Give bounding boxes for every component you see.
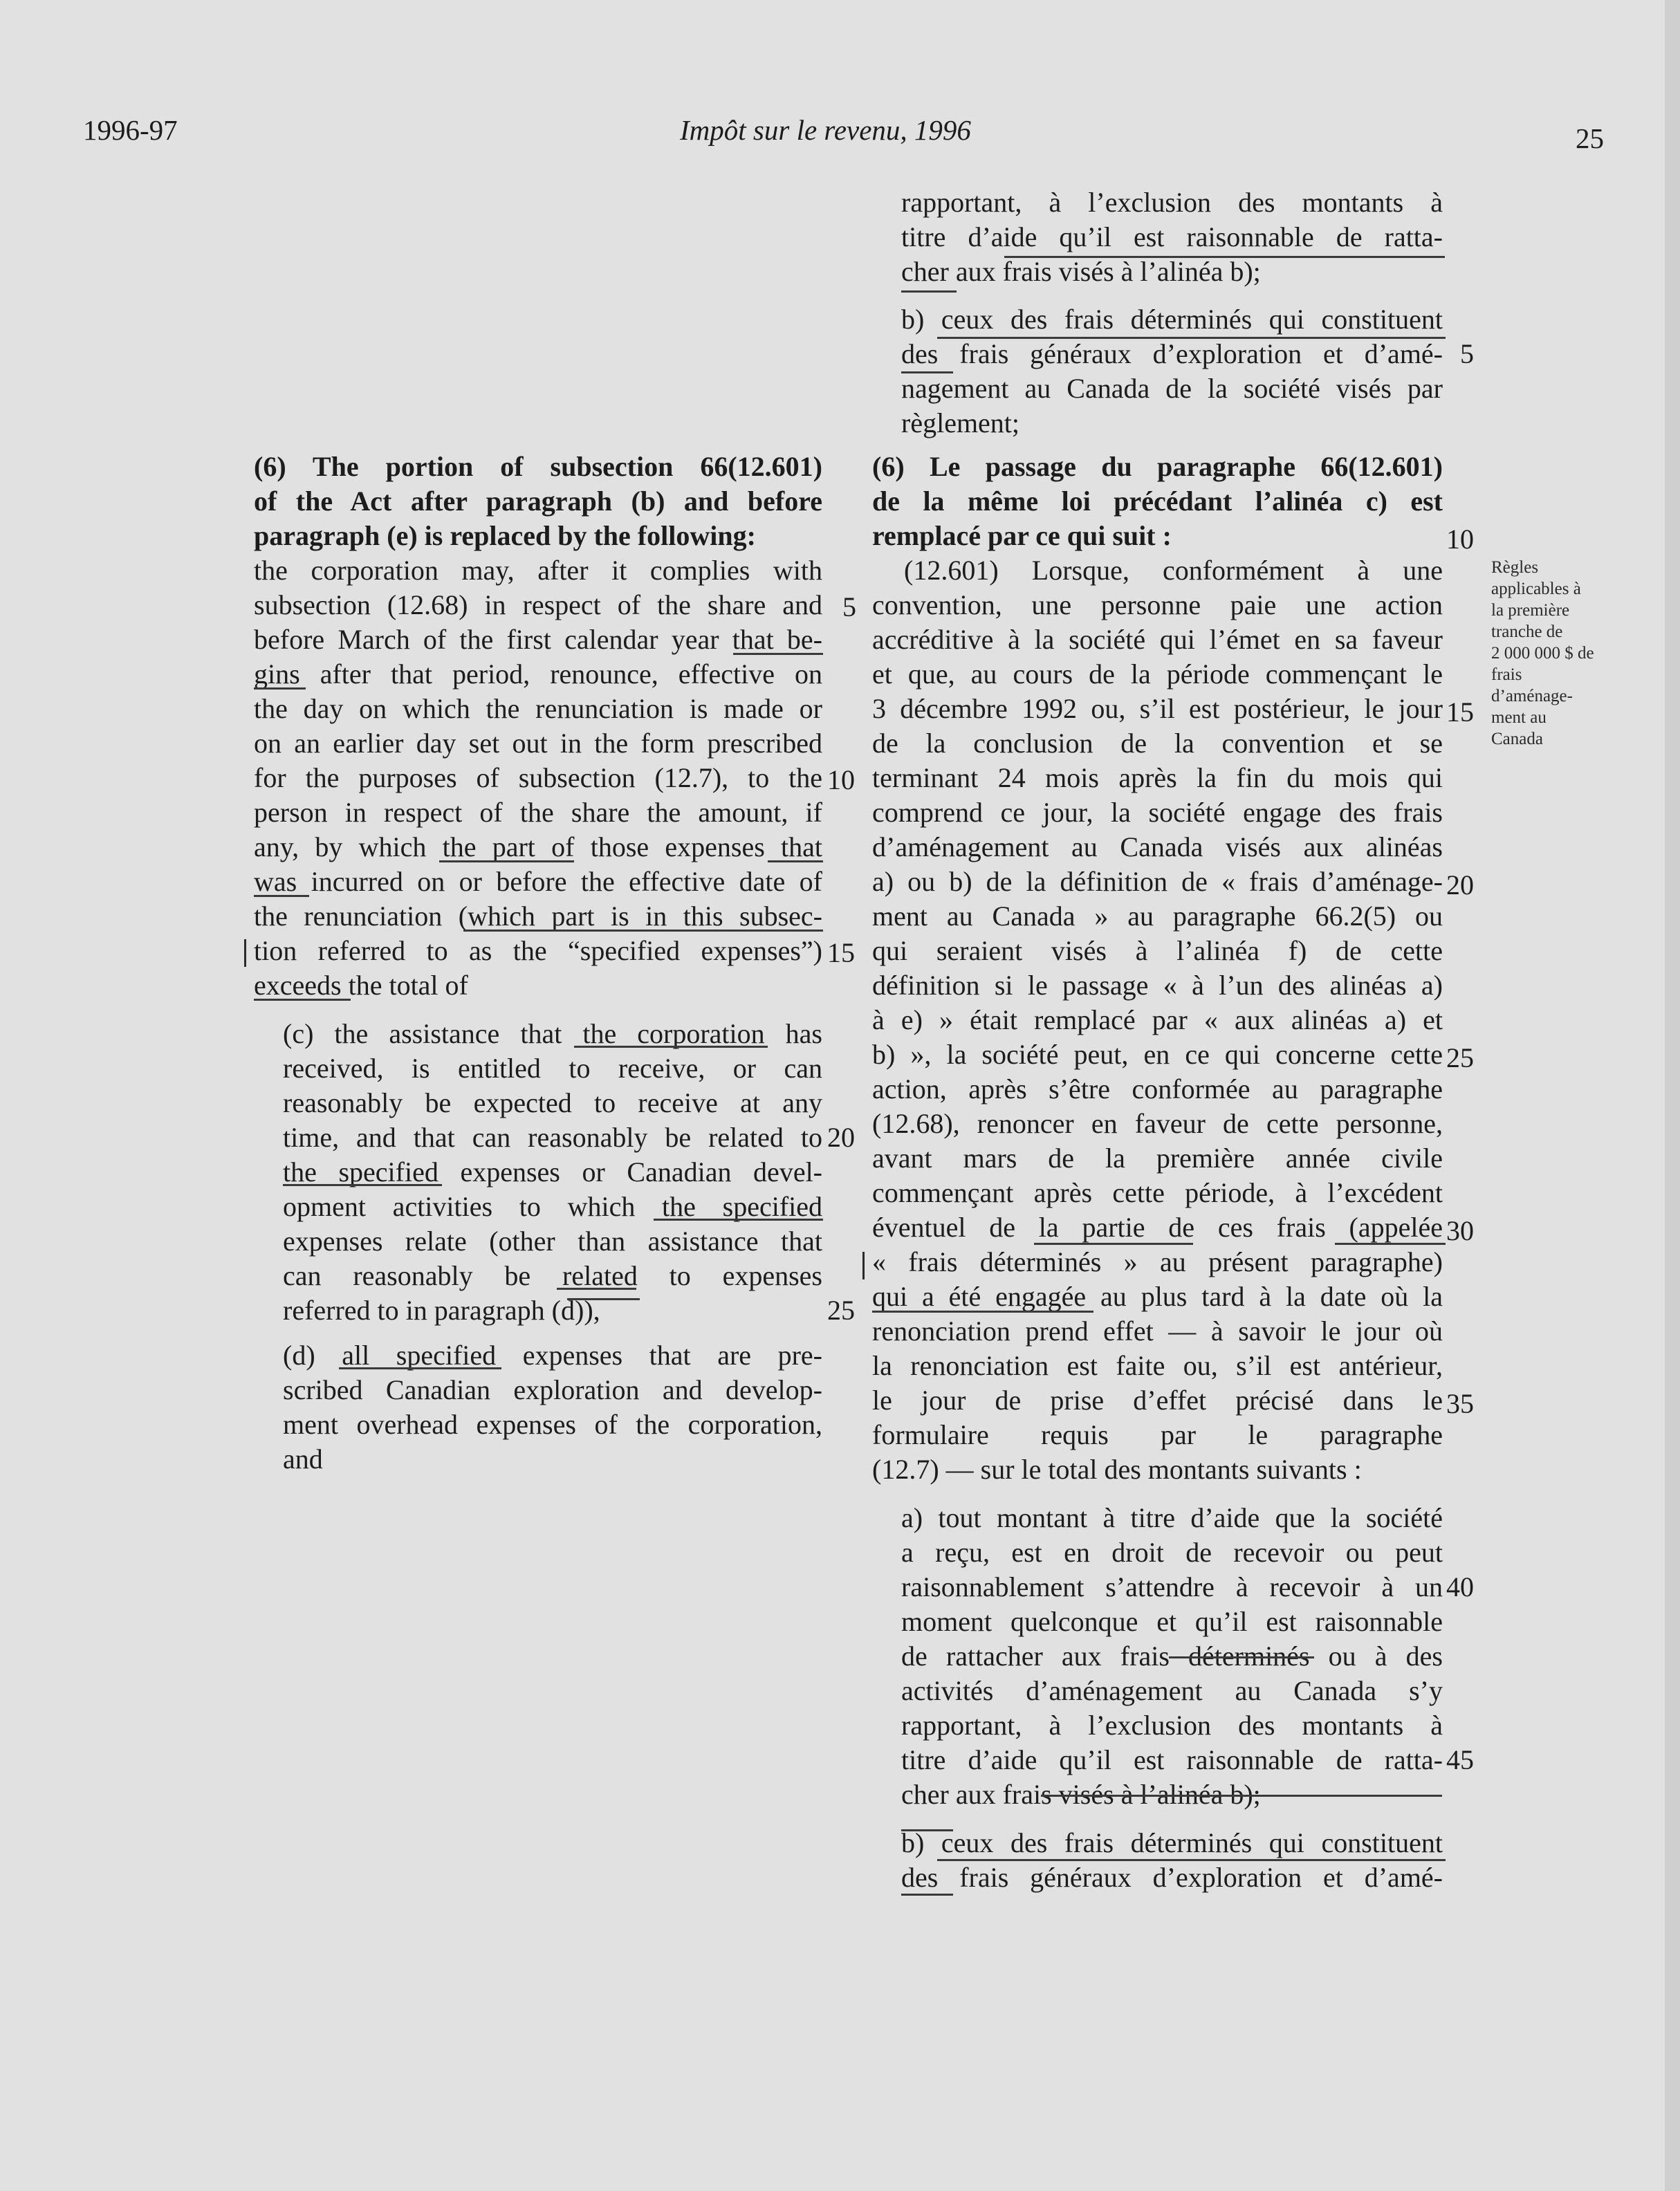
right-body-line: qui seraient visés à l’alinéa f) de cette — [872, 935, 1443, 966]
left-body-line: before March of the first calendar year that be- — [254, 624, 822, 655]
left-para-c-line: time, and that can reasonably be related to — [283, 1122, 822, 1153]
right-line-number: 20 — [1446, 869, 1474, 900]
right-para-a-line: moment quelconque et qu’il est raisonnable — [901, 1606, 1443, 1637]
left-line-number: 20 — [827, 1122, 855, 1153]
left-line-number: 15 — [827, 937, 855, 968]
right-body-line: « frais déterminés » au présent paragraphe) — [872, 1246, 1443, 1277]
right-body — [872, 553, 1443, 1487]
left-line-number: 25 — [827, 1295, 855, 1326]
left-body — [254, 553, 822, 1003]
left-body-line: gins after that period, renounce, effective on — [254, 658, 822, 690]
amendment-underline — [654, 1219, 823, 1221]
right-top-b-line: règlement; — [901, 407, 1020, 438]
page-number: 25 — [1576, 122, 1604, 154]
amendment-underline — [463, 930, 823, 932]
right-line-number: 5 — [1460, 338, 1474, 369]
right-body-line: à e) » était remplacé par « aux alinéas a) et — [872, 1004, 1443, 1035]
left-para-c-line: received, is entitled to receive, or can — [283, 1053, 822, 1084]
amendment-underline — [901, 1829, 953, 1831]
amendment-underline — [557, 1288, 636, 1290]
right-para-a-line: activités d’aménagement au Canada s’y — [901, 1675, 1443, 1706]
left-body-line: the day on which the renunciation is made or — [254, 693, 822, 724]
right-top-paragraph-b — [901, 302, 1443, 441]
right-top-b-line: des frais généraux d’exploration et d’amé- — [901, 338, 1443, 369]
right-para-a-line: rapportant, à l’exclusion des montants à — [901, 1710, 1443, 1741]
right-top-a-line: cher aux frais visés à l’alinéa b); — [901, 256, 1261, 287]
amendment-underline — [254, 687, 306, 690]
amendment-underline — [901, 1894, 953, 1896]
left-para-c-line: (c) the assistance that the corporation has — [283, 1018, 822, 1049]
left-body-line: the corporation may, after it complies with — [254, 555, 822, 586]
left-para-d-line: and — [283, 1443, 323, 1474]
left-line-number: 10 — [827, 764, 855, 795]
left-body-line: on an earlier day set out in the form prescribed — [254, 728, 822, 759]
right-body-line: (12.68), renoncer en faveur de cette personne, — [872, 1108, 1443, 1139]
amendment-underline — [901, 290, 957, 293]
amendment-underline — [254, 895, 309, 897]
right-line-number: 45 — [1446, 1744, 1474, 1775]
right-body-line: b) », la société peut, en ce qui concerne cette — [872, 1039, 1443, 1070]
left-para-d-line: (d) all specified expenses that are pre- — [283, 1340, 822, 1371]
right-body-line: (12.7) — sur le total des montants suivants : — [872, 1454, 1362, 1485]
amendment-underline — [872, 1311, 1093, 1313]
right-body-line: et que, au cours de la période commençant le — [872, 658, 1443, 690]
margin-note-line: applicables à — [1491, 580, 1581, 598]
left-body-line: exceeds the total of — [254, 970, 468, 1001]
left-paragraph-d — [283, 1338, 822, 1477]
right-line-number: 10 — [1446, 524, 1474, 555]
left-body-line: was incurred on or before the effective date of — [254, 866, 822, 897]
amendment-underline — [1335, 1243, 1446, 1245]
margin-note-line: 2 000 000 $ de — [1491, 644, 1594, 663]
right-para-a-line: de rattacher aux frais déterminés ou à des — [901, 1640, 1443, 1672]
right-body-line: terminant 24 mois après la fin du mois qui — [872, 762, 1443, 793]
right-para-a-line: a reçu, est en droit de recevoir ou peut — [901, 1537, 1443, 1568]
left-para-c-line: expenses relate (other than assistance that — [283, 1226, 822, 1257]
margin-note-line: la première — [1491, 601, 1570, 620]
amendment-underline — [1169, 1656, 1314, 1658]
header-title: Impôt sur le revenu, 1996 — [680, 114, 971, 146]
right-para-a-line: titre d’aide qu’il est raisonnable de ratta- — [901, 1744, 1443, 1775]
right-body-line: commençant après cette période, à l’excédent — [872, 1177, 1443, 1208]
right-body-line: qui a été engagée au plus tard à la date où la — [872, 1281, 1443, 1312]
right-line-number: 25 — [1446, 1042, 1474, 1073]
margin-note-line: d’aménage- — [1491, 687, 1573, 705]
right-body-line: (12.601) Lorsque, conformément à une — [904, 555, 1443, 586]
right-heading-line: (6) Le passage du paragraphe 66(12.601) — [872, 451, 1443, 482]
right-top-a-line: rapportant, à l’exclusion des montants à — [901, 187, 1443, 218]
left-para-c-line: the specified expenses or Canadian devel- — [283, 1156, 822, 1187]
margin-note — [1491, 557, 1623, 750]
amendment-underline — [901, 371, 953, 373]
right-para-a-line: raisonnablement s’attendre à recevoir à un — [901, 1571, 1443, 1602]
amendment-underline — [567, 1298, 640, 1300]
left-body-line: subsection (12.68) in respect of the share and — [254, 589, 822, 620]
right-para-b-line: des frais généraux d’exploration et d’amé- — [901, 1862, 1443, 1893]
left-body-line: for the purposes of subsection (12.7), to the — [254, 762, 822, 793]
right-line-number: 15 — [1446, 696, 1474, 728]
left-para-d-line: ment overhead expenses of the corporation, — [283, 1409, 822, 1440]
right-body-line: la renonciation est faite ou, s’il est antérieur, — [872, 1350, 1443, 1381]
right-top-b-line: b) ceux des frais déterminés qui constituent — [901, 304, 1443, 335]
right-top-b-line: nagement au Canada de la société visés par — [901, 373, 1443, 404]
right-heading — [872, 450, 1443, 553]
margin-note-line: ment au — [1491, 708, 1547, 727]
right-body-line: a) ou b) de la définition de « frais d’aménage- — [872, 866, 1443, 897]
margin-note-line: tranche de — [1491, 622, 1563, 641]
amendment-underline — [1034, 1243, 1193, 1245]
right-line-number: 35 — [1446, 1388, 1474, 1419]
left-para-c-line: reasonably be expected to receive at any — [283, 1087, 822, 1118]
left-paragraph-c — [283, 1017, 822, 1328]
revision-bar — [244, 939, 246, 967]
right-heading-line: de la même loi précédant l’alinéa c) est — [872, 486, 1443, 517]
left-para-c-line: referred to in paragraph (d)), — [283, 1295, 600, 1326]
left-line-number: 5 — [842, 591, 856, 622]
right-body-line: de la conclusion de la convention et se — [872, 728, 1443, 759]
left-heading-line: of the Act after paragraph (b) and before — [254, 486, 822, 517]
right-body-line: éventuel de la partie de ces frais (appelée — [872, 1212, 1443, 1243]
left-body-line: any, by which the part of those expenses that — [254, 831, 822, 862]
left-body-line: tion referred to as the “specified expenses”) — [254, 935, 822, 966]
left-para-c-line: can reasonably be related to expenses — [283, 1260, 822, 1291]
right-para-a-line: cher aux frais visés à l’alinéa b); — [901, 1779, 1261, 1810]
amendment-underline — [1041, 1795, 1442, 1797]
right-body-line: ment au Canada » au paragraphe 66.2(5) ou — [872, 900, 1443, 932]
right-body-line: d’aménagement au Canada visés aux alinéas — [872, 831, 1443, 862]
right-body-line: convention, une personne paie une action — [872, 589, 1443, 620]
right-body-line: 3 décembre 1992 ou, s’il est postérieur, le jour — [872, 693, 1443, 724]
amendment-underline — [768, 860, 823, 862]
amendment-underline — [439, 860, 574, 862]
margin-note-line: frais — [1491, 665, 1522, 684]
amendment-underline — [733, 653, 823, 655]
right-body-line: définition si le passage « à l’un des alinéas a) — [872, 970, 1443, 1001]
page-edge-shadow — [1665, 0, 1680, 2191]
right-line-number: 30 — [1446, 1215, 1474, 1246]
left-body-line: person in respect of the share the amount, if — [254, 797, 822, 828]
left-para-c-line: opment activities to which the specified — [283, 1191, 822, 1222]
margin-note-line: Règles — [1491, 558, 1539, 577]
amendment-underline — [937, 337, 1446, 339]
right-body-line: accréditive à la société qui l’émet en sa faveur — [872, 624, 1443, 655]
right-heading-line: remplacé par ce qui suit : — [872, 520, 1172, 551]
left-heading-line: paragraph (e) is replaced by the following: — [254, 520, 756, 551]
left-heading — [254, 450, 822, 553]
right-body-line: comprend ce jour, la société engage des frais — [872, 797, 1443, 828]
amendment-underline — [574, 1046, 768, 1048]
amendment-underline — [937, 1859, 1446, 1861]
right-body-line: avant mars de la première année civile — [872, 1143, 1443, 1174]
amendment-underline — [339, 1367, 501, 1369]
right-line-number: 40 — [1446, 1571, 1474, 1602]
amendment-underline — [254, 999, 351, 1001]
right-body-line: renonciation prend effet — à savoir le jour où — [872, 1315, 1443, 1347]
right-para-a-line: a) tout montant à titre d’aide que la société — [901, 1502, 1443, 1533]
right-para-b-line: b) ceux des frais déterminés qui constituent — [901, 1827, 1443, 1858]
left-heading-line: (6) The portion of subsection 66(12.601) — [254, 451, 822, 482]
amendment-underline — [283, 1184, 442, 1186]
amendment-underline — [1004, 256, 1445, 258]
right-body-line: formulaire requis par le paragraphe — [872, 1419, 1443, 1450]
right-body-line: action, après s’être conformée au paragraphe — [872, 1073, 1443, 1104]
right-body-line: le jour de prise d’effet précisé dans le — [872, 1385, 1443, 1416]
header-year: 1996-97 — [83, 114, 178, 146]
right-top-a-line: titre d’aide qu’il est raisonnable de ratta- — [901, 221, 1443, 252]
margin-note-line: Canada — [1491, 730, 1543, 748]
right-top-paragraph-a — [901, 185, 1443, 289]
left-body-line: the renunciation (which part is in this subsec- — [254, 900, 822, 932]
revision-bar — [862, 1252, 865, 1279]
left-para-d-line: scribed Canadian exploration and develop- — [283, 1374, 822, 1405]
